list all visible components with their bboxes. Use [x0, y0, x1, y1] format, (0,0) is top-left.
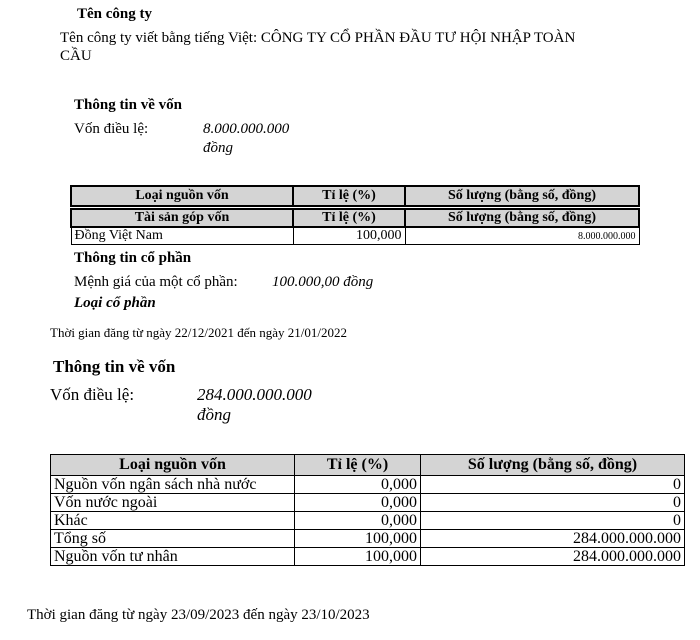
table-row: [51, 530, 685, 548]
company-heading: Tên công ty: [77, 6, 152, 22]
charter-capital-label-1: Vốn điều lệ:: [74, 121, 149, 137]
table-row: [71, 227, 639, 245]
source-ratio-cell: 0,000: [295, 494, 421, 512]
table-row: [51, 476, 685, 494]
capital-source-table-1: [70, 185, 640, 207]
capital-heading-2: Thông tin về vốn: [53, 357, 176, 376]
table-row: [51, 548, 685, 566]
source-amount-cell: 0: [421, 476, 685, 494]
asset-ratio-cell: 100,000: [293, 227, 405, 245]
source-name-cell: Khác: [51, 512, 295, 530]
column-header: Tỉ lệ (%): [295, 455, 421, 476]
table-header-row: [71, 209, 639, 227]
charter-capital-unit-1: đồng: [203, 140, 233, 156]
source-ratio-cell: 0,000: [295, 476, 421, 494]
posting-period-2: Thời gian đăng từ ngày 23/09/2023 đến ngày 23/10/2023: [27, 607, 370, 623]
charter-capital-label-2: Vốn điều lệ:: [50, 385, 135, 404]
column-header: Tài sản góp vốn: [71, 209, 293, 227]
source-name-cell: Nguồn vốn ngân sách nhà nước: [51, 476, 295, 494]
charter-capital-unit-2: đồng: [197, 405, 231, 424]
asset-amount-cell: 8.000.000.000: [405, 227, 639, 245]
source-amount-cell: 284.000.000.000: [421, 530, 685, 548]
par-value-label: Mệnh giá của một cổ phần:: [74, 274, 238, 290]
source-ratio-cell: 0,000: [295, 512, 421, 530]
source-name-cell: Tổng số: [51, 530, 295, 548]
capital-heading-1: Thông tin về vốn: [74, 97, 182, 113]
table-row: [51, 494, 685, 512]
posting-period-1: Thời gian đăng từ ngày 22/12/2021 đến ngày 21/01/2022: [50, 325, 347, 340]
column-header: Tỉ lệ (%): [293, 209, 405, 227]
company-vn-name-line2: CẦU: [60, 48, 92, 64]
charter-capital-amount-2: 284.000.000.000: [197, 385, 312, 404]
charter-capital-amount-1: 8.000.000.000: [203, 121, 290, 137]
column-header: Loại nguồn vốn: [71, 186, 293, 206]
source-name-cell: Nguồn vốn tư nhân: [51, 548, 295, 566]
shares-heading: Thông tin cổ phần: [74, 250, 192, 266]
company-vn-name-line1: Tên công ty viết bằng tiếng Việt: CÔNG TY CỔ PHẦN ĐẦU TƯ HỘI NHẬP TOÀN: [60, 30, 576, 46]
source-ratio-cell: 100,000: [295, 548, 421, 566]
par-value: 100.000,00 đồng: [272, 274, 374, 290]
source-amount-cell: 0: [421, 494, 685, 512]
column-header: Loại nguồn vốn: [51, 455, 295, 476]
column-header: Số lượng (bằng số, đồng): [405, 209, 639, 227]
table-header-row: [51, 455, 685, 476]
column-header: Số lượng (bằng số, đồng): [405, 186, 639, 206]
column-header: Tỉ lệ (%): [293, 186, 405, 206]
source-amount-cell: 0: [421, 512, 685, 530]
table-header-row: [71, 186, 639, 206]
column-header: Số lượng (bằng số, đồng): [421, 455, 685, 476]
source-ratio-cell: 100,000: [295, 530, 421, 548]
contributed-asset-table: [70, 208, 640, 245]
source-amount-cell: 284.000.000.000: [421, 548, 685, 566]
source-name-cell: Vốn nước ngoài: [51, 494, 295, 512]
table-row: [51, 512, 685, 530]
share-type-label: Loại cổ phần: [74, 295, 156, 311]
asset-name-cell: Đồng Việt Nam: [71, 227, 293, 245]
capital-source-table-2: [50, 454, 685, 566]
